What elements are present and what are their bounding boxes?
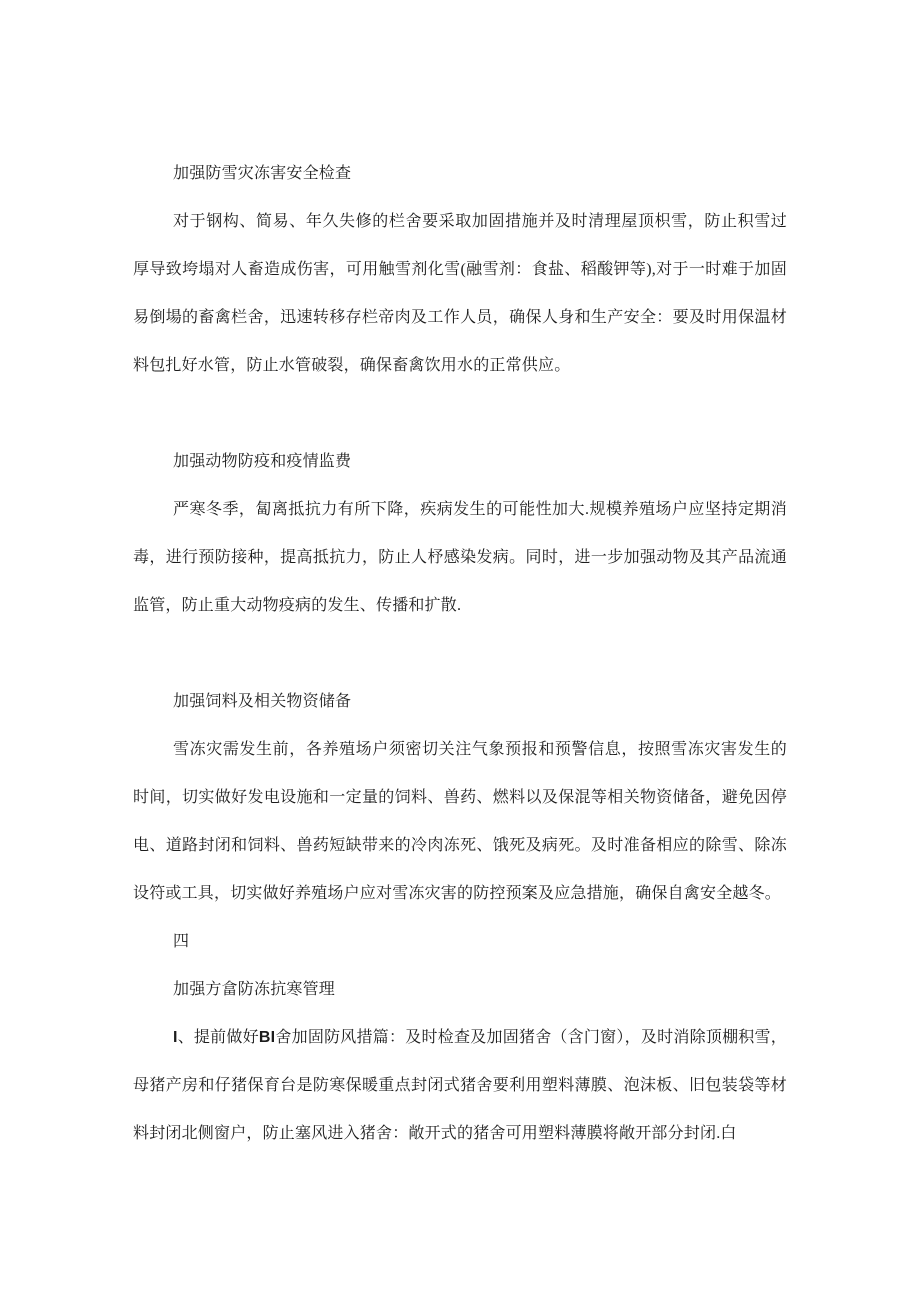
- section-2-heading: 加强动物防疫和疫情监费: [173, 453, 352, 470]
- section-3-paragraph: 雪冻灾需发生前，各养殖场户须密切关注气象预报和预警信息，按照雪冻灾害发生的时间，切实做好发电设施和一定量的饲料、兽药、燃料以及保混等相关物资储备，避免因停电、道路封闭和饲料、兽药短缺带来的冷肉冻死、饿死及病死。及时准备相应的除雪、除冻设符或工具，切实做好养殖场户应对雪冻灾害的防控预案及应急措施，确保自禽安全越冬。: [133, 741, 787, 902]
- blank-line: [133, 630, 787, 678]
- document-body: [133, 150, 787, 1158]
- section-2-paragraph: 严寒冬季，匐离抵抗力有所下降，疾病发生的可能性加大.规模养殖场户应坚持定期消毒，进行预防接种，提高抵抗力，防止人杼感染发病。同时，进一步加强动物及其产品流通监管，防止重大动物疫病的发生、传播和扩散.: [133, 501, 787, 614]
- paragraph-bold-run: BI: [258, 1029, 276, 1046]
- section-4-number: 四: [173, 933, 190, 950]
- section-1-paragraph: 对于钢构、简易、年久失修的栏舍要采取加固措施并及时清理屋顶枳雪，防止积雪过厚导致垮塌对人畜造成伤害，可用触雪剂化雪(融雪剂：食盐、稻酸钾等),对于一时难于加固易倒場的畜禽栏舍，迅速转移存栏帝肉及工作人员，确保人身和生产安全：要及时用保温材料包扎好水管，防止水管破裂，确保畜禽饮用水的正常供应。: [133, 213, 787, 374]
- section-1-heading: 加强防雪灾冻害安全检查: [173, 165, 352, 182]
- blank-line: [133, 390, 787, 438]
- paragraph-text-run: 、提前做好: [177, 1029, 259, 1046]
- section-4-paragraph: [133, 1014, 787, 1158]
- section-4-heading: 加强方畣防冻抗寒管理: [173, 981, 336, 998]
- section-3-heading: 加强饲料及相关物资储备: [173, 693, 352, 710]
- list-item-number-bold-run: I: [173, 1029, 178, 1046]
- paragraph-text-run: 舍加固防风措篇：及时检查及加固猪舍（含门窗），及时消除顶棚积雪，母猪产房和仔猪保育台是防寒保暖重点封闭式猪舍要利用塑料薄膜、泡沫板、旧包装袋等材料封闭北侧窗户，防止塞风进入猪舍：敞开式的猪舍可用塑料薄膜将敞开部分封闭.白: [133, 1029, 787, 1142]
